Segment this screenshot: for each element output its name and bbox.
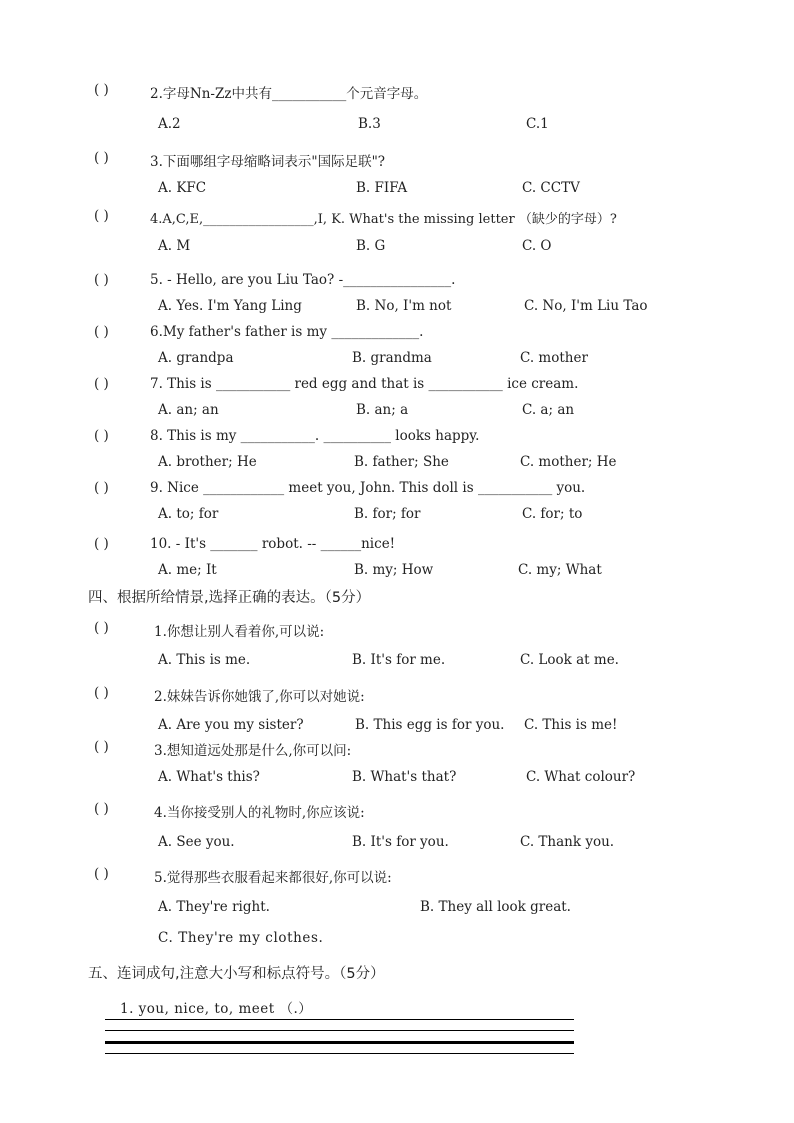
option-b: B. for; for xyxy=(354,506,421,522)
question-text: 1.你想让别人看着你,可以说: xyxy=(154,624,325,640)
writing-line[interactable] xyxy=(105,1030,574,1031)
option-b: B. grandma xyxy=(352,350,432,366)
option-a: A. What's this? xyxy=(158,769,260,785)
question-text: 5. - Hello, are you Liu Tao? -________________. xyxy=(150,272,456,288)
answer-bracket[interactable]: ( ) xyxy=(94,150,109,166)
writing-line[interactable] xyxy=(105,1019,574,1020)
question-text: 4.A,C,E,_________________,I, K. What's the missing letter （缺少的字母）? xyxy=(150,212,617,227)
option-c: C. Look at me. xyxy=(520,652,619,668)
option-c: C.1 xyxy=(526,116,549,132)
question-text: 6.My father's father is my _____________. xyxy=(150,324,424,340)
option-b: B. It's for me. xyxy=(352,652,446,668)
answer-bracket[interactable]: ( ) xyxy=(94,324,109,340)
option-a: A. This is me. xyxy=(158,652,251,668)
option-c: C. CCTV xyxy=(522,180,580,196)
word-order-item-1: 1. you, nice, to, meet （.） xyxy=(120,1001,313,1017)
answer-bracket[interactable]: ( ) xyxy=(94,536,109,552)
option-a: A. KFC xyxy=(158,180,207,196)
option-a: A. They're right. xyxy=(158,899,270,915)
answer-bracket[interactable]: ( ) xyxy=(94,739,109,755)
option-a: A. grandpa xyxy=(158,350,234,366)
answer-bracket[interactable]: ( ) xyxy=(94,480,109,496)
option-a: A.2 xyxy=(158,116,181,132)
question-text: 2.妹妹告诉你她饿了,你可以对她说: xyxy=(154,689,365,705)
option-b: B. They all look great. xyxy=(420,899,571,915)
option-a: A. brother; He xyxy=(158,454,257,470)
option-a: A. me; It xyxy=(158,562,217,578)
option-c: C. No, I'm Liu Tao xyxy=(524,298,648,314)
option-a: A. an; an xyxy=(158,402,219,418)
option-b: B. father; She xyxy=(354,454,449,470)
answer-bracket[interactable]: ( ) xyxy=(94,801,109,817)
question-text: 3.下面哪组字母缩略词表示"国际足联"? xyxy=(150,154,386,170)
question-text: 3.想知道远处那是什么,你可以问: xyxy=(154,743,352,759)
option-c: C. This is me! xyxy=(524,717,618,733)
question-text: 2.字母Nn-Zz中共有___________个元音字母。 xyxy=(150,86,428,102)
answer-bracket[interactable]: ( ) xyxy=(94,82,109,98)
answer-bracket[interactable]: ( ) xyxy=(94,620,109,636)
option-b: B. FIFA xyxy=(356,180,408,196)
option-b: B. This egg is for you. xyxy=(355,717,505,733)
question-text: 5.觉得那些衣服看起来都很好,你可以说: xyxy=(154,870,392,886)
option-c: C. O xyxy=(522,238,552,254)
option-b: B. What's that? xyxy=(352,769,457,785)
option-b: B. It's for you. xyxy=(352,834,449,850)
writing-line[interactable] xyxy=(105,1053,574,1054)
option-b: B. my; How xyxy=(354,562,434,578)
question-text: 10. - It's _______ robot. -- ______nice! xyxy=(150,536,396,552)
option-c: C. mother; He xyxy=(520,454,617,470)
answer-bracket[interactable]: ( ) xyxy=(94,866,109,882)
option-a: A. Yes. I'm Yang Ling xyxy=(158,298,302,314)
section-heading-4: 四、根据所给情景,选择正确的表达。（5分） xyxy=(88,590,371,606)
option-c: C. for; to xyxy=(522,506,583,522)
question-text: 8. This is my ___________. __________ looks happy. xyxy=(150,428,480,444)
option-c: C. What colour? xyxy=(526,769,636,785)
option-c: C. a; an xyxy=(522,402,575,418)
option-c: C. Thank you. xyxy=(520,834,615,850)
option-b: B. G xyxy=(356,238,386,254)
question-text: 9. Nice ____________ meet you, John. This doll is ___________ you. xyxy=(150,480,586,496)
answer-bracket[interactable]: ( ) xyxy=(94,685,109,701)
option-b: B. No, I'm not xyxy=(356,298,452,314)
answer-bracket[interactable]: ( ) xyxy=(94,272,109,288)
option-b: B.3 xyxy=(358,116,381,132)
option-a: A. See you. xyxy=(158,834,235,850)
option-a: A. Are you my sister? xyxy=(158,717,304,733)
option-c: C. my; What xyxy=(518,562,602,578)
section-heading-5: 五、连词成句,注意大小写和标点符号。（5分） xyxy=(88,966,385,982)
answer-bracket[interactable]: ( ) xyxy=(94,428,109,444)
question-text: 7. This is ___________ red egg and that is ___________ ice cream. xyxy=(150,376,579,392)
option-a: A. M xyxy=(158,238,191,254)
answer-bracket[interactable]: ( ) xyxy=(94,208,109,224)
writing-line[interactable] xyxy=(105,1041,574,1044)
option-c: C. mother xyxy=(520,350,588,366)
option-c: C. They're my clothes. xyxy=(158,930,324,946)
option-b: B. an; a xyxy=(356,402,409,418)
answer-bracket[interactable]: ( ) xyxy=(94,376,109,392)
option-a: A. to; for xyxy=(158,506,219,522)
question-text: 4.当你接受别人的礼物时,你应该说: xyxy=(154,805,365,821)
